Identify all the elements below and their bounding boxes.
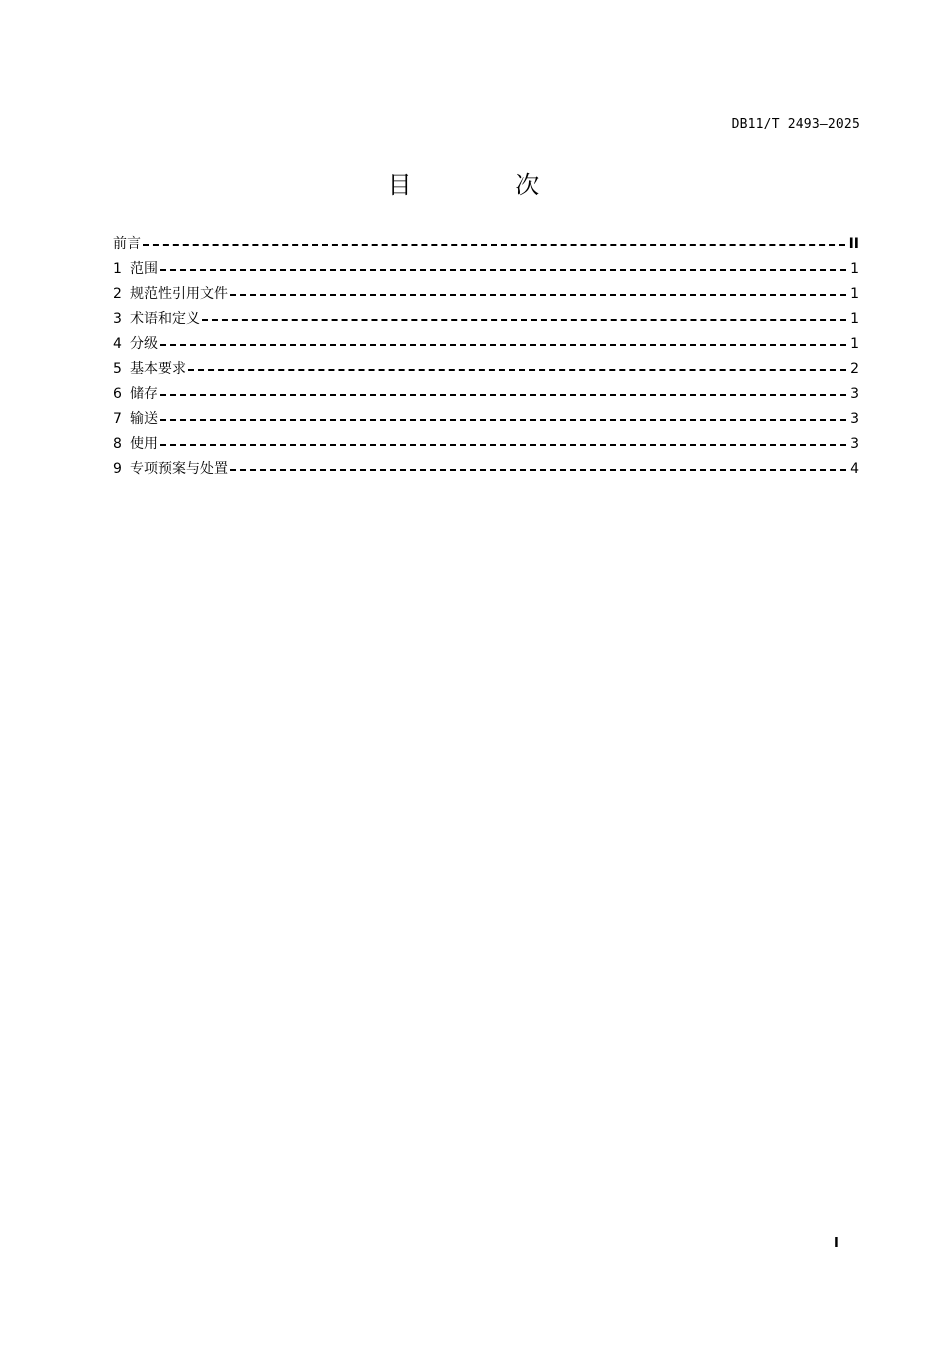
toc-entry-basic-requirements[interactable] (113, 359, 859, 384)
toc-entry-transport[interactable] (113, 409, 859, 434)
toc-entry-preface[interactable] (113, 234, 859, 259)
toc-dot-leader (230, 294, 846, 296)
toc-entry-text: 分级 (130, 336, 158, 352)
toc-dot-leader (230, 469, 846, 471)
toc-entry-label (113, 434, 158, 454)
toc-entry-page: II (848, 236, 859, 252)
toc-entry-storage[interactable] (113, 384, 859, 409)
toc-entry-number: 2 (113, 286, 122, 302)
toc-entry-label (113, 259, 158, 279)
toc-entry-page: 1 (850, 311, 859, 327)
toc-title: 目 次 (387, 171, 588, 200)
toc-entry-use[interactable] (113, 434, 859, 459)
toc-entry-text: 使用 (130, 436, 158, 452)
toc-entry-text: 术语和定义 (130, 311, 200, 327)
document-code: DB11/T 2493—2025 (731, 117, 860, 132)
page-number: I (834, 1236, 839, 1251)
toc-dot-leader (160, 344, 846, 346)
toc-entry-number: 6 (113, 386, 122, 402)
toc-dot-leader (188, 369, 846, 371)
toc-entry-number: 5 (113, 361, 122, 377)
toc-entry-scope[interactable] (113, 259, 859, 284)
toc-entry-normative-references[interactable] (113, 284, 859, 309)
toc-entry-terms-definitions[interactable] (113, 309, 859, 334)
toc-entry-page: 1 (850, 336, 859, 352)
toc-entry-number: 8 (113, 436, 122, 452)
toc-entry-page: 2 (850, 361, 859, 377)
toc-entry-number: 4 (113, 336, 122, 352)
toc-entry-classification[interactable] (113, 334, 859, 359)
toc-dot-leader (202, 319, 846, 321)
toc-entry-number: 1 (113, 261, 122, 277)
toc-entry-text: 专项预案与处置 (130, 461, 228, 477)
toc-entry-number: 9 (113, 461, 122, 477)
toc-entry-page: 3 (850, 436, 859, 452)
toc-entry-label (113, 334, 158, 354)
toc-entry-text: 规范性引用文件 (130, 286, 228, 302)
toc-entry-label (113, 459, 228, 479)
toc-entry-text: 范围 (130, 261, 158, 277)
toc-entry-page: 1 (850, 261, 859, 277)
toc-entry-page: 3 (850, 386, 859, 402)
toc-entry-label (113, 309, 200, 329)
toc-dot-leader (143, 244, 845, 246)
toc-entry-text: 输送 (130, 411, 158, 427)
toc-entry-special-plan-disposal[interactable] (113, 459, 859, 484)
toc-dot-leader (160, 444, 846, 446)
toc-entry-page: 4 (850, 461, 859, 477)
toc-entry-label: 前言 (113, 236, 141, 252)
toc-list (113, 234, 859, 484)
toc-entry-number: 7 (113, 411, 122, 427)
toc-entry-text: 储存 (130, 386, 158, 402)
toc-entry-number: 3 (113, 311, 122, 327)
toc-entry-label (113, 359, 186, 379)
toc-entry-page: 1 (850, 286, 859, 302)
toc-entry-label (113, 409, 158, 429)
toc-dot-leader (160, 419, 846, 421)
toc-entry-label (113, 384, 158, 404)
toc-entry-page: 3 (850, 411, 859, 427)
toc-entry-label (113, 284, 228, 304)
toc-dot-leader (160, 394, 846, 396)
toc-entry-text: 基本要求 (130, 361, 186, 377)
toc-dot-leader (160, 269, 846, 271)
